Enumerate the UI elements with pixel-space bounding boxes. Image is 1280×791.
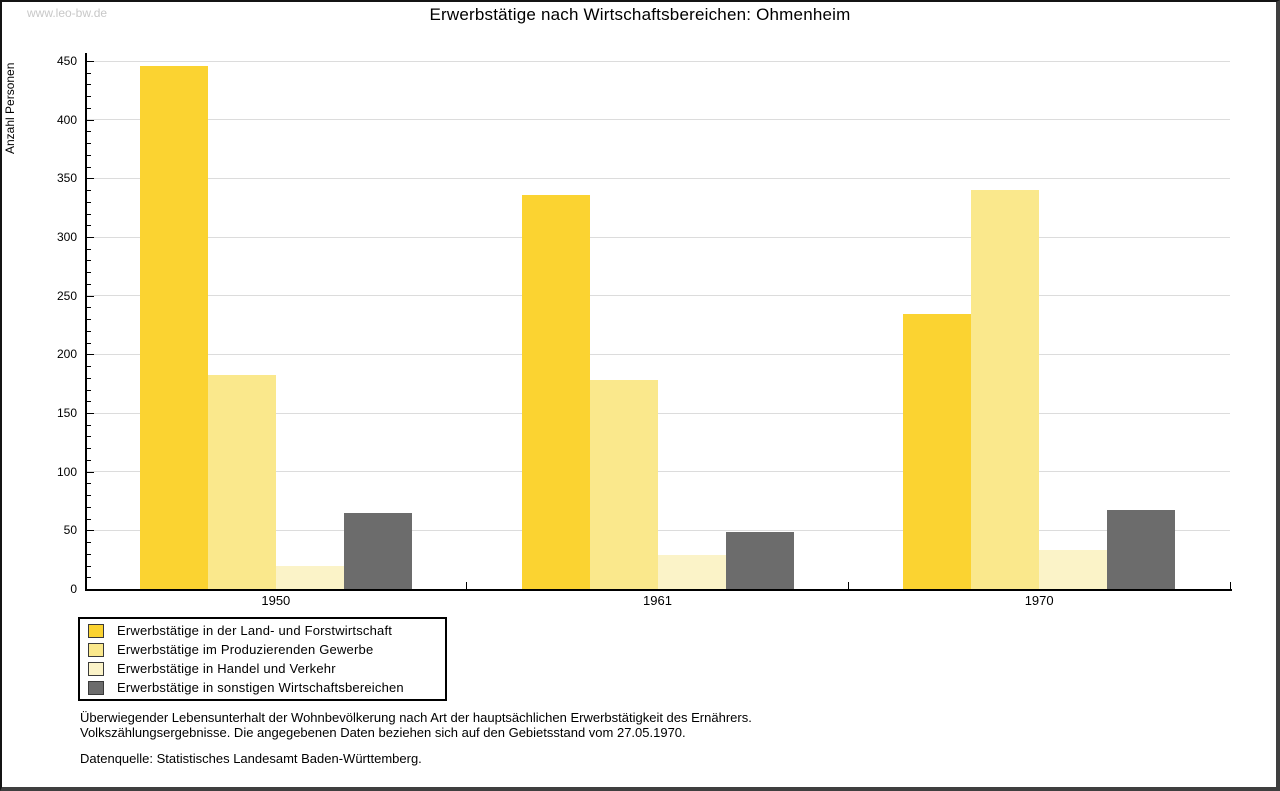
legend-swatch-produzierendes-gewerbe bbox=[88, 643, 104, 657]
y-tick-label-150: 150 bbox=[56, 406, 77, 420]
legend-swatch-land-forstwirtschaft bbox=[88, 624, 104, 638]
y-minor-tick bbox=[87, 401, 91, 402]
y-major-tick-450 bbox=[87, 61, 94, 62]
bar-1950-series-3 bbox=[344, 513, 412, 589]
legend-swatch-sonstige-wirtschaftsbereiche bbox=[88, 681, 104, 695]
y-minor-tick bbox=[87, 390, 91, 391]
y-tick-label-400: 400 bbox=[56, 112, 77, 127]
y-major-tick-150 bbox=[87, 413, 94, 414]
footnote-line-1: Überwiegender Lebensunterhalt der Wohnbevölkerung nach Art der hauptsächlichen Erwerbstätigkeit des Ernährers. bbox=[80, 710, 752, 725]
y-tick-label-450: 450 bbox=[56, 54, 77, 68]
legend-label: Erwerbstätige in sonstigen Wirtschaftsbereichen bbox=[117, 680, 404, 695]
y-minor-tick bbox=[87, 249, 91, 250]
gridline-y-350 bbox=[85, 178, 1230, 179]
group-boundary-tick bbox=[1230, 582, 1231, 589]
y-minor-tick bbox=[87, 225, 91, 226]
gridline-y-250 bbox=[85, 295, 1230, 296]
y-minor-tick bbox=[87, 331, 91, 332]
y-minor-tick bbox=[87, 378, 91, 379]
y-major-tick-350 bbox=[87, 178, 94, 179]
chart-title: Erwerbstätige nach Wirtschaftsbereichen: Ohmenheim bbox=[429, 5, 851, 24]
y-tick-label-50: 50 bbox=[63, 523, 77, 538]
legend-item bbox=[88, 640, 445, 659]
legend-label: Erwerbstätige im Produzierenden Gewerbe bbox=[117, 642, 374, 657]
y-minor-tick bbox=[87, 190, 91, 191]
y-minor-tick bbox=[87, 460, 91, 461]
data-source: Datenquelle: Statistisches Landesamt Baden-Württemberg. bbox=[80, 751, 422, 766]
y-minor-tick bbox=[87, 202, 91, 203]
y-major-tick-250 bbox=[87, 296, 94, 297]
x-category-label-1961: 1961 bbox=[643, 593, 672, 608]
x-category-label-1950: 1950 bbox=[261, 593, 291, 608]
y-major-tick-400 bbox=[87, 120, 94, 121]
y-axis bbox=[85, 53, 87, 591]
y-minor-tick bbox=[87, 319, 91, 320]
y-minor-tick bbox=[87, 343, 91, 344]
y-tick-label-200: 200 bbox=[56, 347, 77, 362]
y-major-tick-200 bbox=[87, 354, 94, 355]
bar-1961-series-0 bbox=[522, 195, 590, 589]
y-minor-tick bbox=[87, 436, 91, 437]
footnote-line-2: Volkszählungsergebnisse. Die angegebenen Daten beziehen sich auf den Gebietsstand vom 27.05.1970. bbox=[80, 725, 686, 740]
y-minor-tick bbox=[87, 425, 91, 426]
y-minor-tick bbox=[87, 108, 91, 109]
y-minor-tick bbox=[87, 260, 91, 261]
y-minor-tick bbox=[87, 214, 91, 215]
bar-1950-series-1 bbox=[208, 375, 276, 589]
y-tick-label-350: 350 bbox=[56, 171, 77, 186]
y-minor-tick bbox=[87, 143, 91, 144]
bar-1970-series-0 bbox=[903, 314, 971, 589]
y-minor-tick bbox=[87, 307, 91, 308]
y-minor-tick bbox=[87, 284, 91, 285]
legend-swatch-handel-verkehr bbox=[88, 662, 104, 676]
y-minor-tick bbox=[87, 448, 91, 449]
y-minor-tick bbox=[87, 366, 91, 367]
group-boundary-tick bbox=[848, 582, 849, 589]
y-minor-tick bbox=[87, 155, 91, 156]
gridline-y-400 bbox=[85, 119, 1230, 120]
legend-item bbox=[88, 659, 445, 678]
legend-item bbox=[88, 621, 445, 640]
y-tick-label-100: 100 bbox=[56, 464, 77, 479]
bar-1950-series-0 bbox=[140, 66, 208, 589]
gridline-y-450 bbox=[85, 61, 1230, 62]
y-minor-tick bbox=[87, 577, 91, 578]
bar-1961-series-2 bbox=[658, 555, 726, 589]
y-minor-tick bbox=[87, 519, 91, 520]
bar-1961-series-1 bbox=[590, 380, 658, 589]
bar-1970-series-1 bbox=[971, 190, 1039, 589]
y-major-tick-50 bbox=[87, 530, 94, 531]
legend-label: Erwerbstätige in der Land- und Forstwirtschaft bbox=[117, 623, 393, 638]
y-minor-tick bbox=[87, 495, 91, 496]
y-tick-label-0: 0 bbox=[70, 582, 77, 596]
y-minor-tick bbox=[87, 507, 91, 508]
y-minor-tick bbox=[87, 84, 91, 85]
watermark: www.leo-bw.de bbox=[27, 6, 108, 20]
bar-1950-series-2 bbox=[276, 566, 344, 589]
y-minor-tick bbox=[87, 167, 91, 168]
gridline-y-300 bbox=[85, 237, 1230, 238]
y-minor-tick bbox=[87, 554, 91, 555]
gridline-y-200 bbox=[85, 354, 1230, 355]
y-minor-tick bbox=[87, 566, 91, 567]
y-minor-tick bbox=[87, 73, 91, 74]
group-boundary-tick bbox=[466, 582, 467, 589]
y-minor-tick bbox=[87, 272, 91, 273]
y-axis-title: Anzahl Personen bbox=[3, 62, 17, 154]
bar-1970-series-2 bbox=[1039, 550, 1107, 589]
legend-item bbox=[88, 678, 445, 697]
y-major-tick-100 bbox=[87, 472, 94, 473]
x-axis bbox=[85, 589, 1232, 591]
y-minor-tick bbox=[87, 483, 91, 484]
legend bbox=[78, 617, 447, 701]
bar-1970-series-3 bbox=[1107, 510, 1175, 589]
y-tick-label-250: 250 bbox=[56, 288, 77, 303]
y-minor-tick bbox=[87, 131, 91, 132]
bar-1961-series-3 bbox=[726, 532, 794, 589]
y-minor-tick bbox=[87, 96, 91, 97]
y-major-tick-300 bbox=[87, 237, 94, 238]
y-tick-label-300: 300 bbox=[56, 230, 77, 244]
x-category-label-1970: 1970 bbox=[1024, 593, 1054, 608]
y-minor-tick bbox=[87, 542, 91, 543]
legend-label: Erwerbstätige in Handel und Verkehr bbox=[117, 661, 336, 676]
